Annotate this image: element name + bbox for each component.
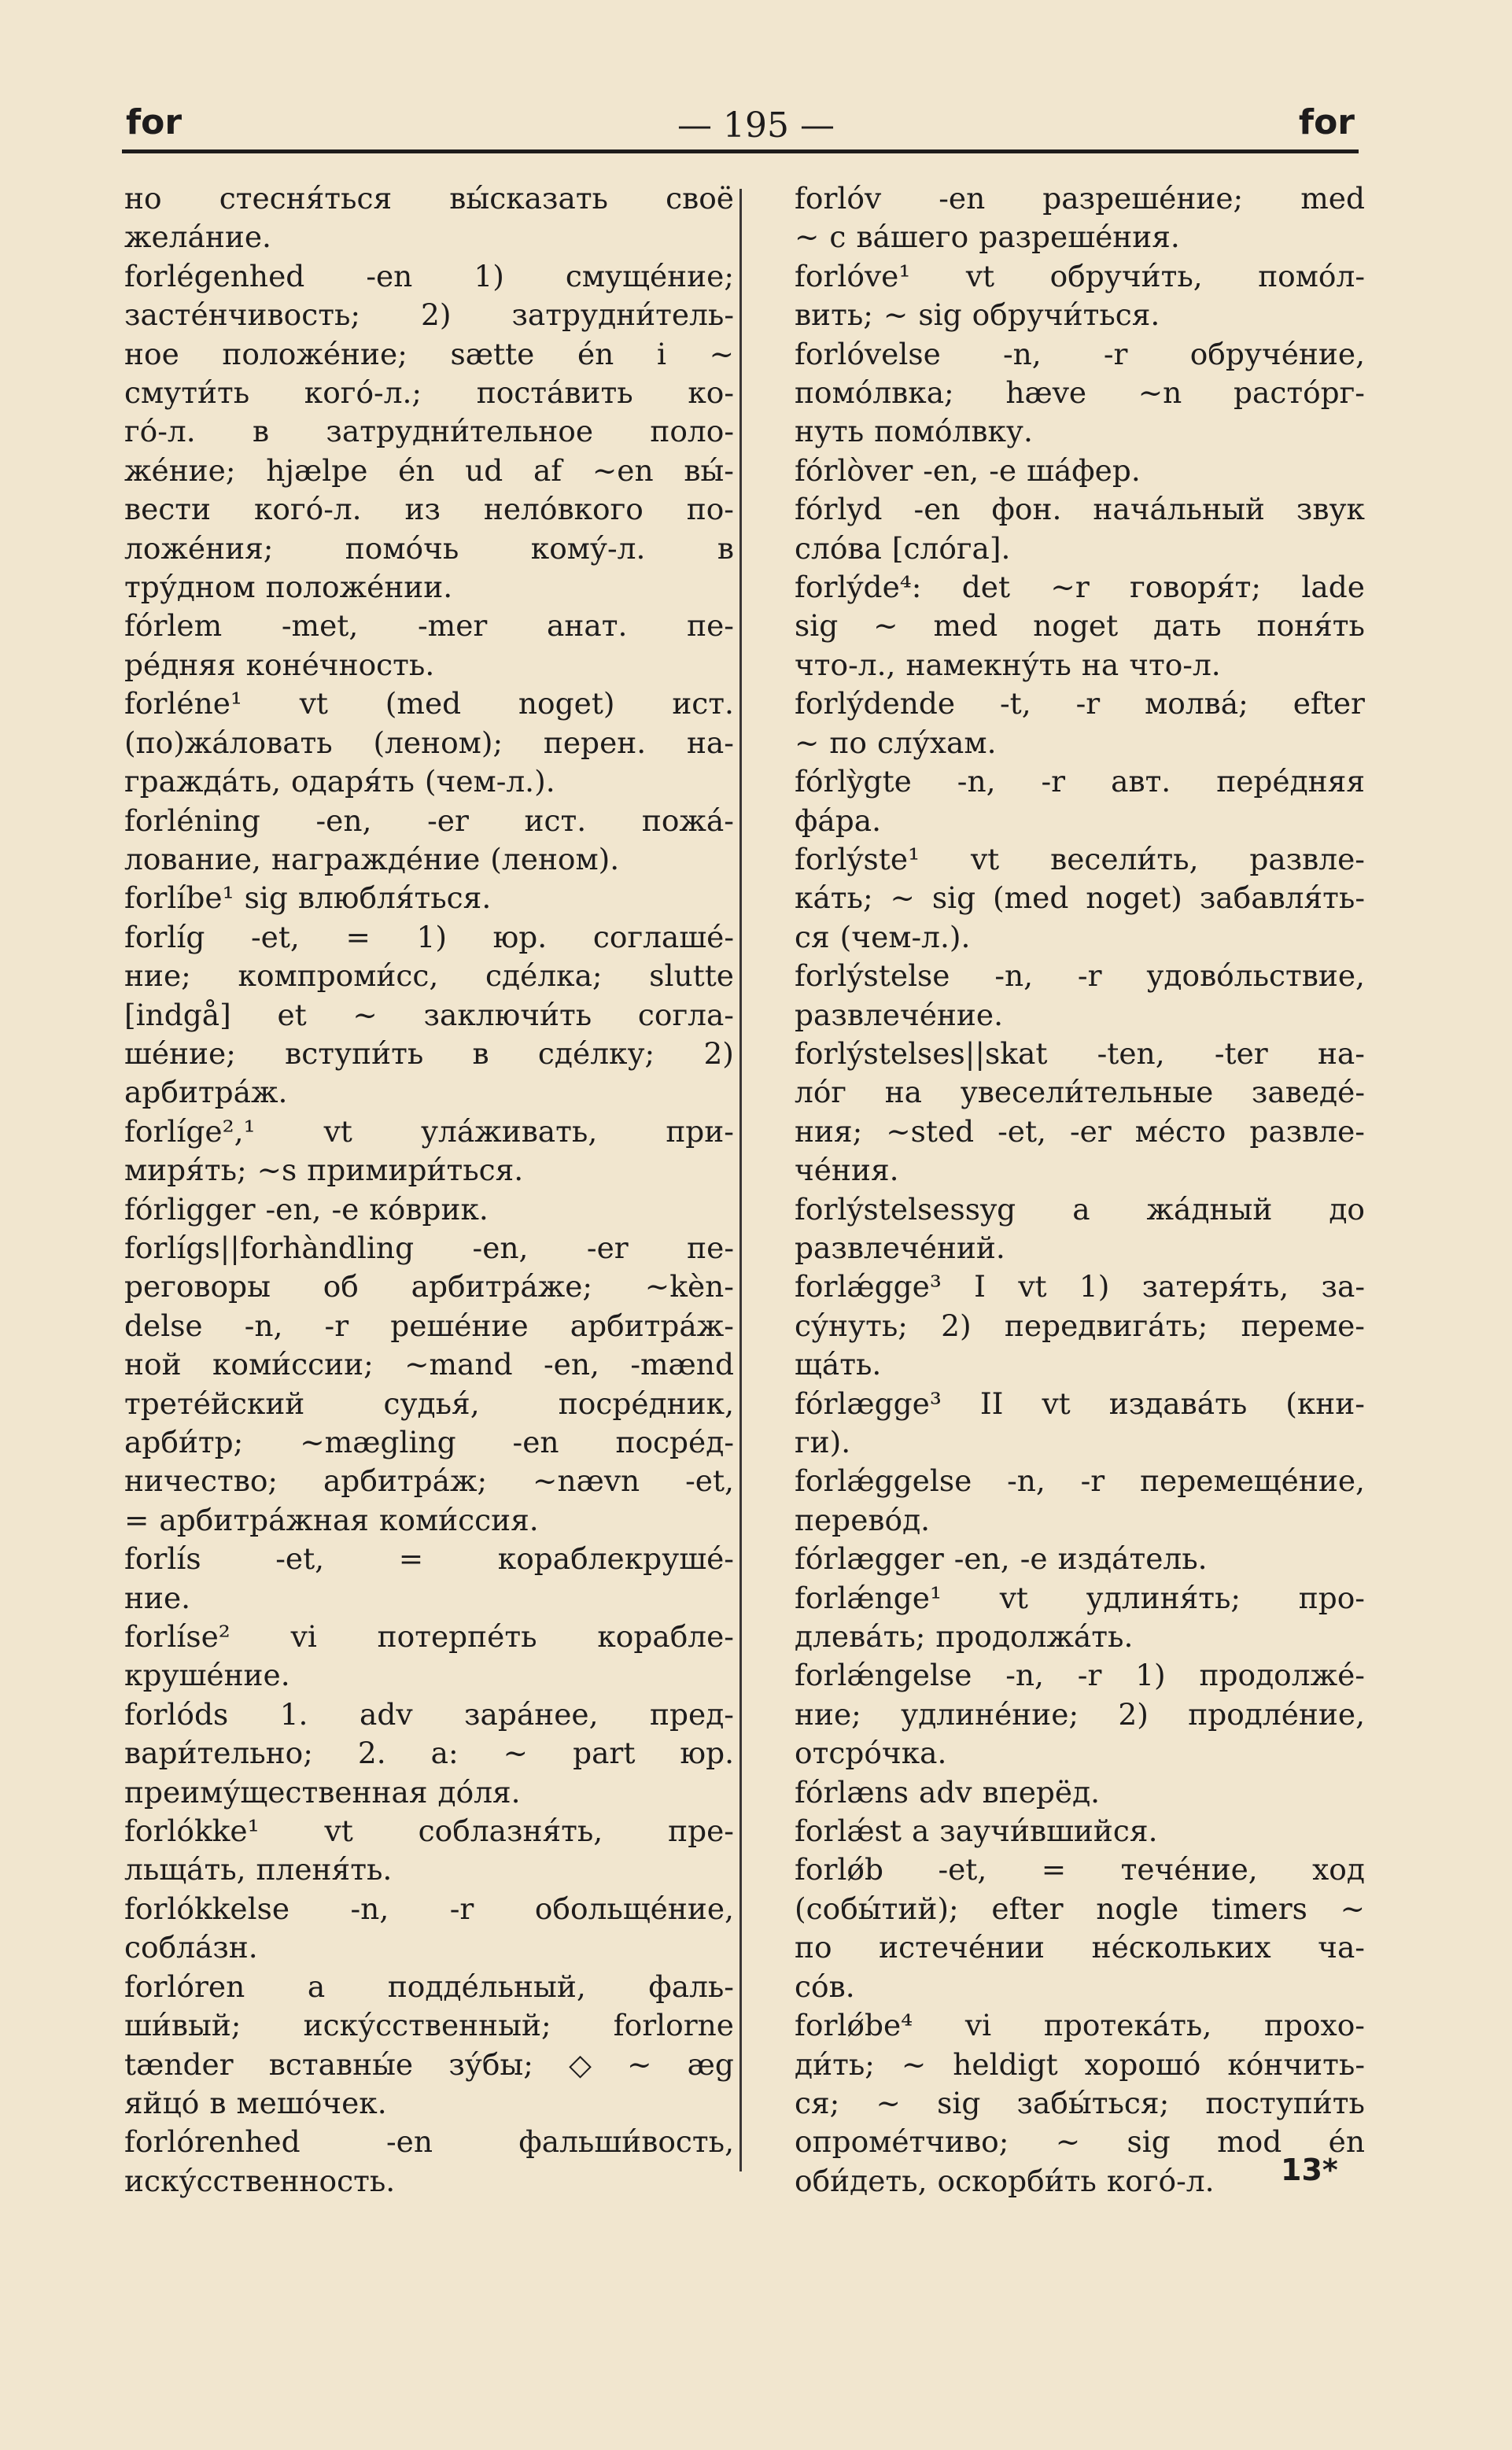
text-line: forlígs||forhàndling -en, -er пе- [124,1230,734,1265]
text-line: су́нуть; 2) передвига́ть; переме- [795,1308,1365,1343]
text-line: ща́ть. [795,1347,882,1382]
text-line: forlóren a подде́льный, фаль- [124,1968,734,2004]
text-line: арбитра́ж. [124,1075,288,1110]
text-line: tænder вставны́е зу́бы; ◇ ~ æg [124,2046,734,2082]
text-line: трете́йский судья́, посре́дник, [124,1386,734,1421]
text-line: forlǽggelse -n, -r перемеще́ние, [795,1463,1365,1499]
text-line: гражда́ть, одаря́ть (чем-л.). [124,764,555,799]
text-line: круше́ние. [124,1658,290,1693]
text-line: forléning -en, -er ист. пожа́- [124,803,734,838]
text-line: ние; компроми́сс, сде́лка; slutte [124,958,734,994]
text-line: forlóds 1. adv зара́нее, пред- [124,1696,734,1732]
text-line: но стесня́ться вы́сказать своё [124,181,734,216]
text-line: forlýstelsessyg a жа́дный до [795,1191,1365,1227]
text-line: опроме́тчиво; ~ sig mod én [795,2124,1365,2160]
text-line: forlókke¹ vt соблазня́ть, пре- [124,1814,734,1849]
text-line: forlégenhed -en 1) смуще́ние; [124,258,734,293]
page-number: — 195 — [677,105,835,146]
text-line: = арбитра́жная коми́ссия. [124,1502,539,1537]
text-line: forlóve¹ vt обручи́ть, помо́л- [795,258,1365,293]
signature-mark: 13* [1281,2153,1338,2187]
text-line: forlýdende -t, -r молва́; efter [795,686,1365,721]
text-line: ше́ние; вступи́ть в сде́лку; 2) [124,1035,734,1071]
left-column [124,179,734,2201]
text-line: же́ние; hjælpe én ud af ~en вы́- [124,452,734,488]
text-line: fórlòver -en, -e ша́фер. [795,452,1141,488]
text-line: миря́ть; ~s примири́ться. [124,1153,524,1188]
text-line: ное положе́ние; sætte én i ~ [124,336,734,371]
text-line: арби́тр; ~mægling -en посре́д- [124,1425,734,1459]
text-line: ной коми́ссии; ~mand -en, -mænd [124,1347,734,1382]
text-line: ние. [124,1580,191,1615]
text-line: лование, награжде́ние (леном). [124,841,620,876]
text-line: forlíge²,¹ vt ула́живать, при- [124,1113,734,1149]
text-line: delse -n, -r реше́ние арбитра́ж- [124,1308,734,1343]
text-line: ~ по слу́хам. [795,725,997,760]
text-line: ~ с ва́шего разреше́ния. [795,220,1180,255]
text-line: фа́ра. [795,803,881,838]
text-line: собла́зн. [124,1930,258,1965]
text-line: ди́ть; ~ heldigt хорошо́ ко́нчить- [795,2046,1365,2082]
text-line: forlýstelse -n, -r удово́льствие, [795,958,1365,994]
text-line: fórligger -en, -e ко́врик. [124,1191,489,1227]
text-line: ние; удлине́ние; 2) продле́ние, [795,1696,1365,1732]
text-line: ничество; арбитра́ж; ~nævn -et, [124,1463,734,1499]
text-line: отсро́чка. [795,1736,947,1771]
text-line: ги). [795,1425,851,1459]
text-line: ло́г на увесели́тельные заведе́- [795,1075,1365,1110]
text-line: fórlæns adv вперёд. [795,1774,1101,1810]
text-line: жела́ние. [124,220,271,255]
text-line: forlíg -et, = 1) юр. соглаше́- [124,919,734,954]
text-line: нуть помо́лвку. [795,414,1033,449]
header-rule [122,149,1359,153]
column-divider [739,189,742,2171]
text-line: forlís -et, = кораблекруше́- [124,1541,734,1577]
right-guide-word: for [1298,102,1355,142]
text-line: sig ~ med noget дать поня́ть [795,608,1365,644]
text-line: fórlyd -en фон. нача́льный звук [795,492,1365,527]
text-line: что-л., намекну́ть на что-л. [795,647,1221,682]
text-line: [indgå] et ~ заключи́ть согла- [124,997,734,1032]
text-line: иску́сственность. [124,2163,396,2198]
text-line: ся (чем-л.). [795,919,971,954]
text-line: forlórenhed -en фальши́вость, [124,2124,734,2160]
text-line: forlǽgge³ I vt 1) затеря́ть, за- [795,1269,1365,1304]
text-line: ния; ~sted -et, -er ме́сто развле- [795,1113,1365,1149]
text-line: ся; ~ sig забы́ться; поступи́ть [795,2085,1365,2120]
text-line: засте́нчивость; 2) затрудни́тель- [124,297,734,333]
text-line: яйцо́ в мешо́чек. [124,2085,387,2120]
text-line: реговоры об арбитра́же; ~kèn- [124,1269,734,1304]
text-line: fórlem -met, -mer анат. пе- [124,608,734,644]
text-line: льща́ть, пленя́ть. [124,1852,393,1887]
text-line: forlókkelse -n, -r обольще́ние, [124,1891,734,1926]
text-line: forlýde⁴: det ~r говоря́т; lade [795,570,1365,605]
text-line: помо́лвка; hæve ~n растóрг- [795,375,1365,411]
text-line: forlýste¹ vt весели́ть, развле- [795,841,1365,876]
text-line: го́-л. в затрудни́тельное поло- [124,414,734,449]
text-line: ре́дняя коне́чность. [124,647,435,682]
text-line: ши́вый; иску́сственный; forlorne [124,2008,734,2043]
text-line: forlóvelse -n, -r обруче́ние, [795,336,1365,371]
text-line: forlýstelses||skat -ten, -ter на- [795,1035,1365,1071]
text-line: длева́ть; продолжа́ть. [795,1619,1134,1655]
text-line: вить; ~ sig обручи́ться. [795,297,1160,333]
text-line: forlǿbe⁴ vi протека́ть, прохо- [795,2008,1365,2043]
text-line: forlíse² vi потерпе́ть корабле- [124,1619,734,1655]
text-line: forlǽst a заучи́вшийся. [795,1814,1158,1849]
text-line: вести кого́-л. из нело́вкого по- [124,492,734,527]
text-line: сло́ва [сло́га]. [795,530,1011,566]
text-line: преиму́щественная до́ля. [124,1774,521,1810]
text-line: развлече́ний. [795,1230,1005,1265]
text-line: перево́д. [795,1502,931,1537]
text-line: forlíbe¹ sig влюбля́ться. [124,880,492,916]
text-line: fórlỳgte -n, -r авт. пере́дняя [795,764,1365,799]
text-line: че́ния. [795,1153,899,1188]
text-line: fórlægger -en, -e изда́тель. [795,1541,1208,1577]
text-line: (по)жа́ловать (леном); перен. на- [124,725,734,760]
text-line: смути́ть кого́-л.; поста́вить ко- [124,375,734,411]
left-guide-word: for [126,102,183,142]
text-line: forléne¹ vt (med noget) ист. [124,686,734,721]
text-line: тру́дном положе́нии. [124,570,453,605]
right-column [795,179,1365,2201]
text-line: forlǽnge¹ vt удлиня́ть; про- [795,1580,1365,1615]
text-line: со́в. [795,1968,855,2004]
text-line: (собы́тий); efter nogle timers ~ [795,1891,1365,1926]
text-line: forlǽngelse -n, -r 1) продолже́- [795,1658,1365,1693]
text-line: по истече́нии не́скольких ча- [795,1930,1365,1965]
text-line: forlǿb -et, = тече́ние, ход [795,1852,1365,1887]
text-line: оби́деть, оскорби́ть кого́-л. [795,2163,1215,2198]
text-line: вари́тельно; 2. a: ~ part юр. [124,1736,734,1771]
text-line: развлече́ние. [795,997,1004,1032]
text-line: forlóv -en разреше́ние; med [795,181,1365,216]
text-line: fórlægge³ II vt издава́ть (кни- [795,1386,1365,1421]
text-line: ложе́ния; помо́чь кому́-л. в [124,530,734,566]
text-line: ка́ть; ~ sig (med noget) забавля́ть- [795,880,1365,916]
